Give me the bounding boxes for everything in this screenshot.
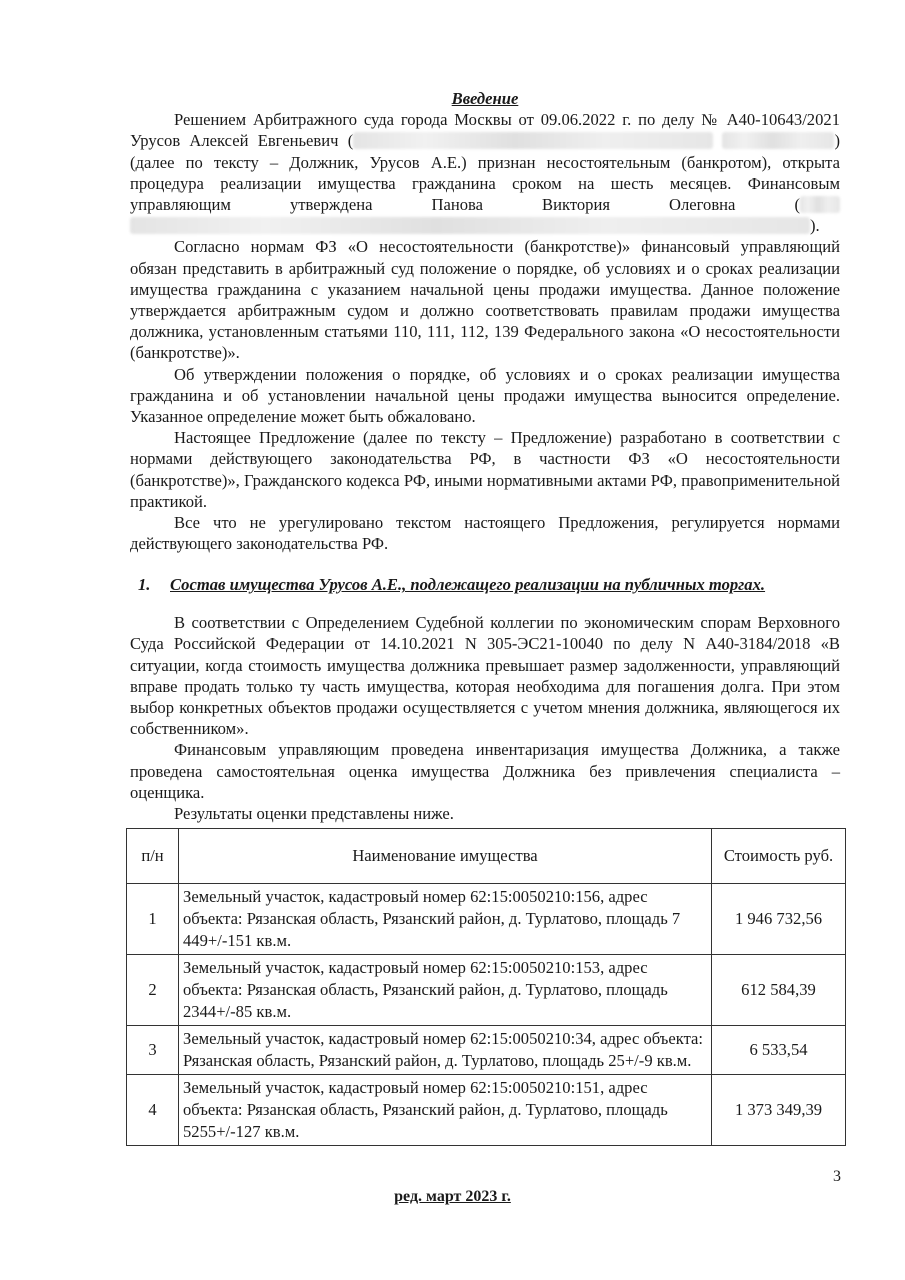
- intro-paragraph-2: Согласно нормам ФЗ «О несостоятельности (банкротстве)» финансовый управляющий обязан представить в арбитражный суд положение о порядке, об условиях и о сроках реализации имущества гражданина с указанием начальной цены продажи имущества. Данное положение утверждается арбитражным судом и должно соответствовать правилам продажи имущества должника, установленным статьями 110, 111, 112, 139 Федерального закона «О несостоятельности (банкротстве)».: [130, 237, 840, 363]
- row-number: 4: [127, 1075, 179, 1146]
- section-1-paragraph-2: Финансовым управляющим проведена инвентаризация имущества Должника, а также проведена самостоятельная оценка имущества Должника без привлечения специалиста – оценщика.: [130, 740, 840, 802]
- redacted-block: [800, 196, 840, 213]
- page-content: [130, 88, 840, 824]
- intro-title: Введение: [451, 89, 519, 108]
- row-price: 6 533,54: [712, 1026, 846, 1075]
- section-1-heading: [130, 574, 840, 595]
- section-1-number: 1.: [138, 575, 151, 595]
- row-price: 1 373 349,39: [712, 1075, 846, 1146]
- table-row: [127, 1026, 846, 1075]
- column-header-number: п/н: [127, 829, 179, 884]
- table-row: [127, 1075, 846, 1146]
- section-1-title: Состав имущества Урусов А.Е., подлежащего реализации на публичных торгах.: [170, 575, 766, 595]
- row-asset-name: Земельный участок, кадастровый номер 62:15:0050210:151, адрес объекта: Рязанская область, Рязанский район, д. Турлатово, площадь 5255+/-127 кв.м.: [179, 1075, 712, 1146]
- redacted-block: [722, 132, 834, 149]
- intro-paragraph-4: Настоящее Предложение (далее по тексту – Предложение) разработано в соответствии с нормами действующего законодательства РФ, в частности ФЗ «О несостоятельности (банкротстве)», Гражданского кодекса РФ, иными нормативными актами РФ, правоприменительной практикой.: [130, 428, 840, 511]
- intro-paragraph-5: Все что не урегулировано текстом настоящего Предложения, регулируется нормами действующего законодательства РФ.: [130, 513, 840, 554]
- row-asset-name: Земельный участок, кадастровый номер 62:15:0050210:153, адрес объекта: Рязанская область, Рязанский район, д. Турлатово, площадь 2344+/-85 кв.м.: [179, 955, 712, 1026]
- footer-revision: ред. март 2023 г.: [394, 1188, 511, 1205]
- intro-paragraph-1: [130, 109, 840, 236]
- section-1-paragraph-1: В соответствии с Определением Судебной коллегии по экономическим спорам Верховного Суда Российской Федерации от 14.10.2021 N 305-ЭС21-10040 по делу N А40-3184/2018 «В ситуации, когда стоимость имущества должника превышает размер задолженности, управляющий вправе продать только ту часть имущества, которая необходима для погашения долга. При этом выбор конкретных объектов продажи осуществляется с учетом мнения должника, являющегося их собственником».: [130, 613, 840, 739]
- column-header-name: Наименование имущества: [179, 829, 712, 884]
- row-asset-name: Земельный участок, кадастровый номер 62:15:0050210:156, адрес объекта: Рязанская область, Рязанский район, д. Турлатово, площадь 7 449+/-151 кв.м.: [179, 884, 712, 955]
- row-price: 612 584,39: [712, 955, 846, 1026]
- intro-p1-part-b: ) (далее по тексту – Должник, Урусов А.Е.) признан несостоятельным (банкротом), открыта процедура реализации имущества гражданина сроком на шесть месяцев. Финансовым управляющим утверждена Панова Виктория Олеговна (: [130, 131, 840, 215]
- redacted-block: [130, 217, 810, 234]
- row-number: 1: [127, 884, 179, 955]
- column-header-price: Стоимость руб.: [712, 829, 846, 884]
- assets-table: [126, 828, 846, 1146]
- row-asset-name: Земельный участок, кадастровый номер 62:15:0050210:34, адрес объекта: Рязанская область, Рязанский район, д. Турлатово, площадь 25+/-9 кв.м.: [179, 1026, 712, 1075]
- table-row: [127, 955, 846, 1026]
- table-row: [127, 884, 846, 955]
- row-number: 3: [127, 1026, 179, 1075]
- intro-p1-part-c: ).: [810, 216, 820, 236]
- page-number: 3: [833, 1168, 841, 1185]
- row-price: 1 946 732,56: [712, 884, 846, 955]
- intro-paragraph-3: Об утверждении положения о порядке, об условиях и о сроках реализации имущества гражданина и об установлении начальной цены продажи имущества выносится определение. Указанное определение может быть обжаловано.: [130, 364, 840, 427]
- intro-p1-part-a: Решением Арбитражного суда города Москвы от 09.06.2022 г. по делу № А40-10643/2021 Урусов Алексей Евгеньевич (: [130, 110, 840, 151]
- redacted-block: [353, 132, 713, 149]
- section-1-paragraph-3: Результаты оценки представлены ниже.: [174, 804, 454, 824]
- row-number: 2: [127, 955, 179, 1026]
- table-header-row: [127, 829, 846, 884]
